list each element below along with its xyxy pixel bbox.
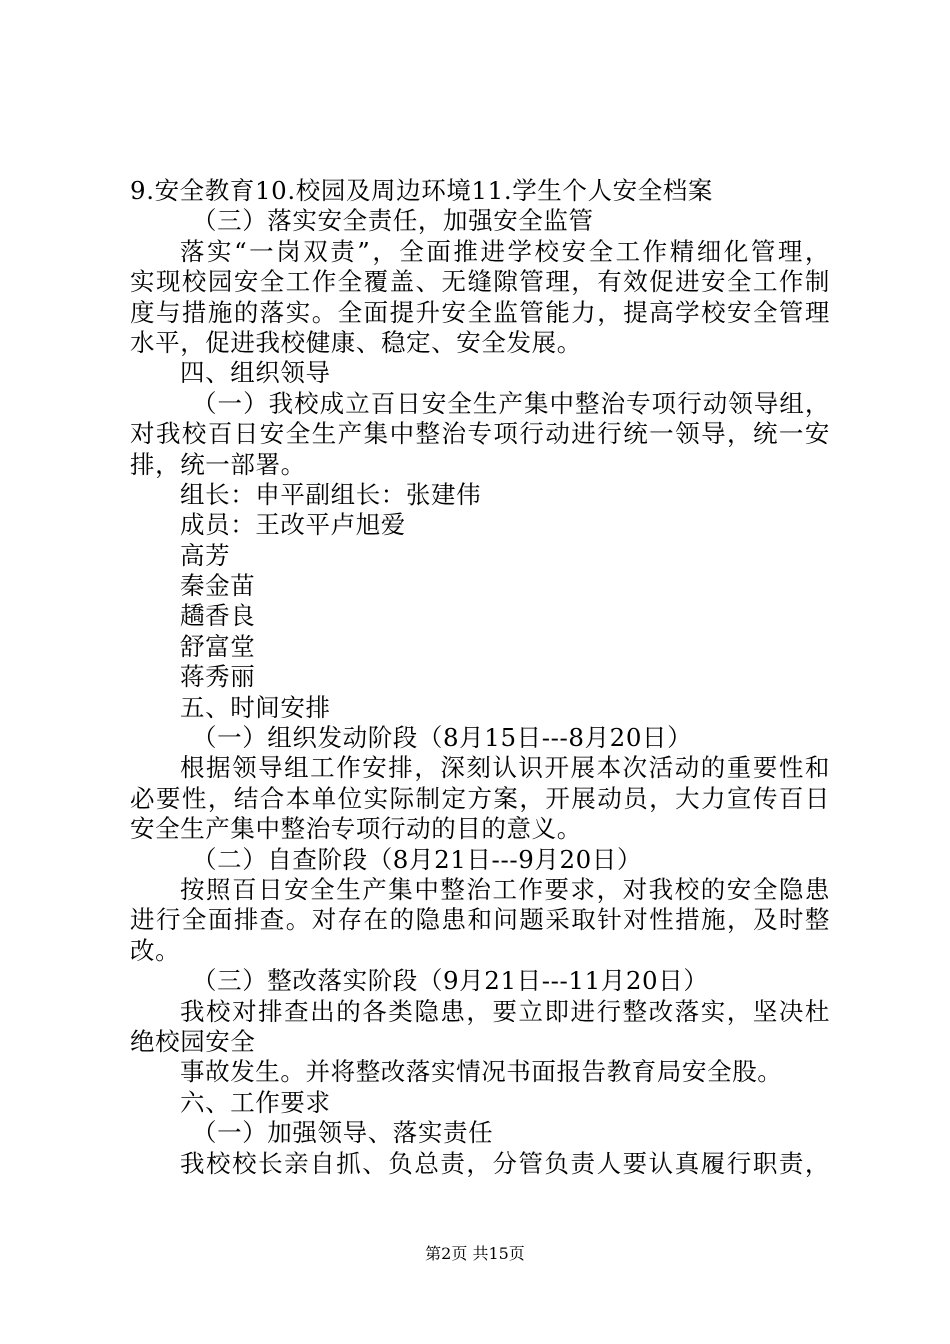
document-body (130, 176, 830, 1179)
text-line: 成员：王改平卢旭爱 (180, 510, 406, 540)
text-line: 根据领导组工作安排，深刻认识开展本次活动的重要性和 (180, 753, 830, 783)
text-line: 安全生产集中整治专项行动的目的意义。 (130, 814, 582, 844)
text-line: 绝校园安全 (130, 1026, 256, 1056)
text-line: 四、组织领导 (180, 358, 331, 388)
text-line: 舒富堂 (180, 631, 256, 661)
text-line: 我校校长亲自抓、负总责，分管负责人要认真履行职责， (180, 1148, 830, 1178)
text-line: （一）我校成立百日安全生产集中整治专项行动领导组， (192, 388, 830, 418)
text-line: 实现校园安全工作全覆盖、无缝隙管理，有效促进安全工作制 (130, 267, 830, 297)
text-line: 度与措施的落实。全面提升安全监管能力，提高学校安全管理 (130, 297, 830, 327)
text-line: 改。 (130, 935, 181, 965)
text-line: 我校对排查出的各类隐患，要立即进行整改落实，坚决杜 (180, 996, 830, 1026)
text-line: 水平，促进我校健康、稳定、安全发展。 (130, 327, 582, 357)
text-line: （二）自查阶段（8月21日---9月20日） (192, 844, 643, 874)
text-line: 9.安全教育10.校园及周边环境11.学生个人安全档案 (130, 176, 713, 205)
text-line: （一）加强领导、落实责任 (192, 1118, 494, 1148)
text-line: 排，统一部署。 (130, 449, 306, 479)
text-line: 秦金苗 (180, 571, 256, 601)
text-line: （三）整改落实阶段（9月21日---11月20日） (192, 966, 709, 996)
text-line: （一）组织发动阶段（8月15日---8月20日） (192, 723, 693, 753)
text-line: 必要性，结合本单位实际制定方案，开展动员，大力宣传百日 (130, 783, 830, 813)
text-line: 蒋秀丽 (180, 662, 256, 692)
text-line: 事故发生。并将整改落实情况书面报告教育局安全股。 (180, 1057, 783, 1087)
text-line: （三）落实安全责任，加强安全监管 (192, 206, 594, 236)
text-line: 进行全面排查。对存在的隐患和问题采取针对性措施，及时整 (130, 905, 830, 935)
text-line: 趫香良 (180, 601, 256, 631)
text-line: 高芳 (180, 540, 231, 570)
page-footer (0, 1244, 950, 1264)
page-number-label: 第2页 共15页 (425, 1244, 525, 1263)
text-line: 六、工作要求 (180, 1087, 331, 1117)
text-line: 五、时间安排 (180, 692, 331, 722)
text-line: 落实“一岗双责”，全面推进学校安全工作精细化管理， (180, 236, 830, 266)
text-line: 组长：申平副组长：张建伟 (180, 479, 482, 509)
text-line: 对我校百日安全生产集中整治专项行动进行统一领导，统一安 (130, 419, 830, 449)
text-line: 按照百日安全生产集中整治工作要求，对我校的安全隐患 (180, 874, 830, 904)
